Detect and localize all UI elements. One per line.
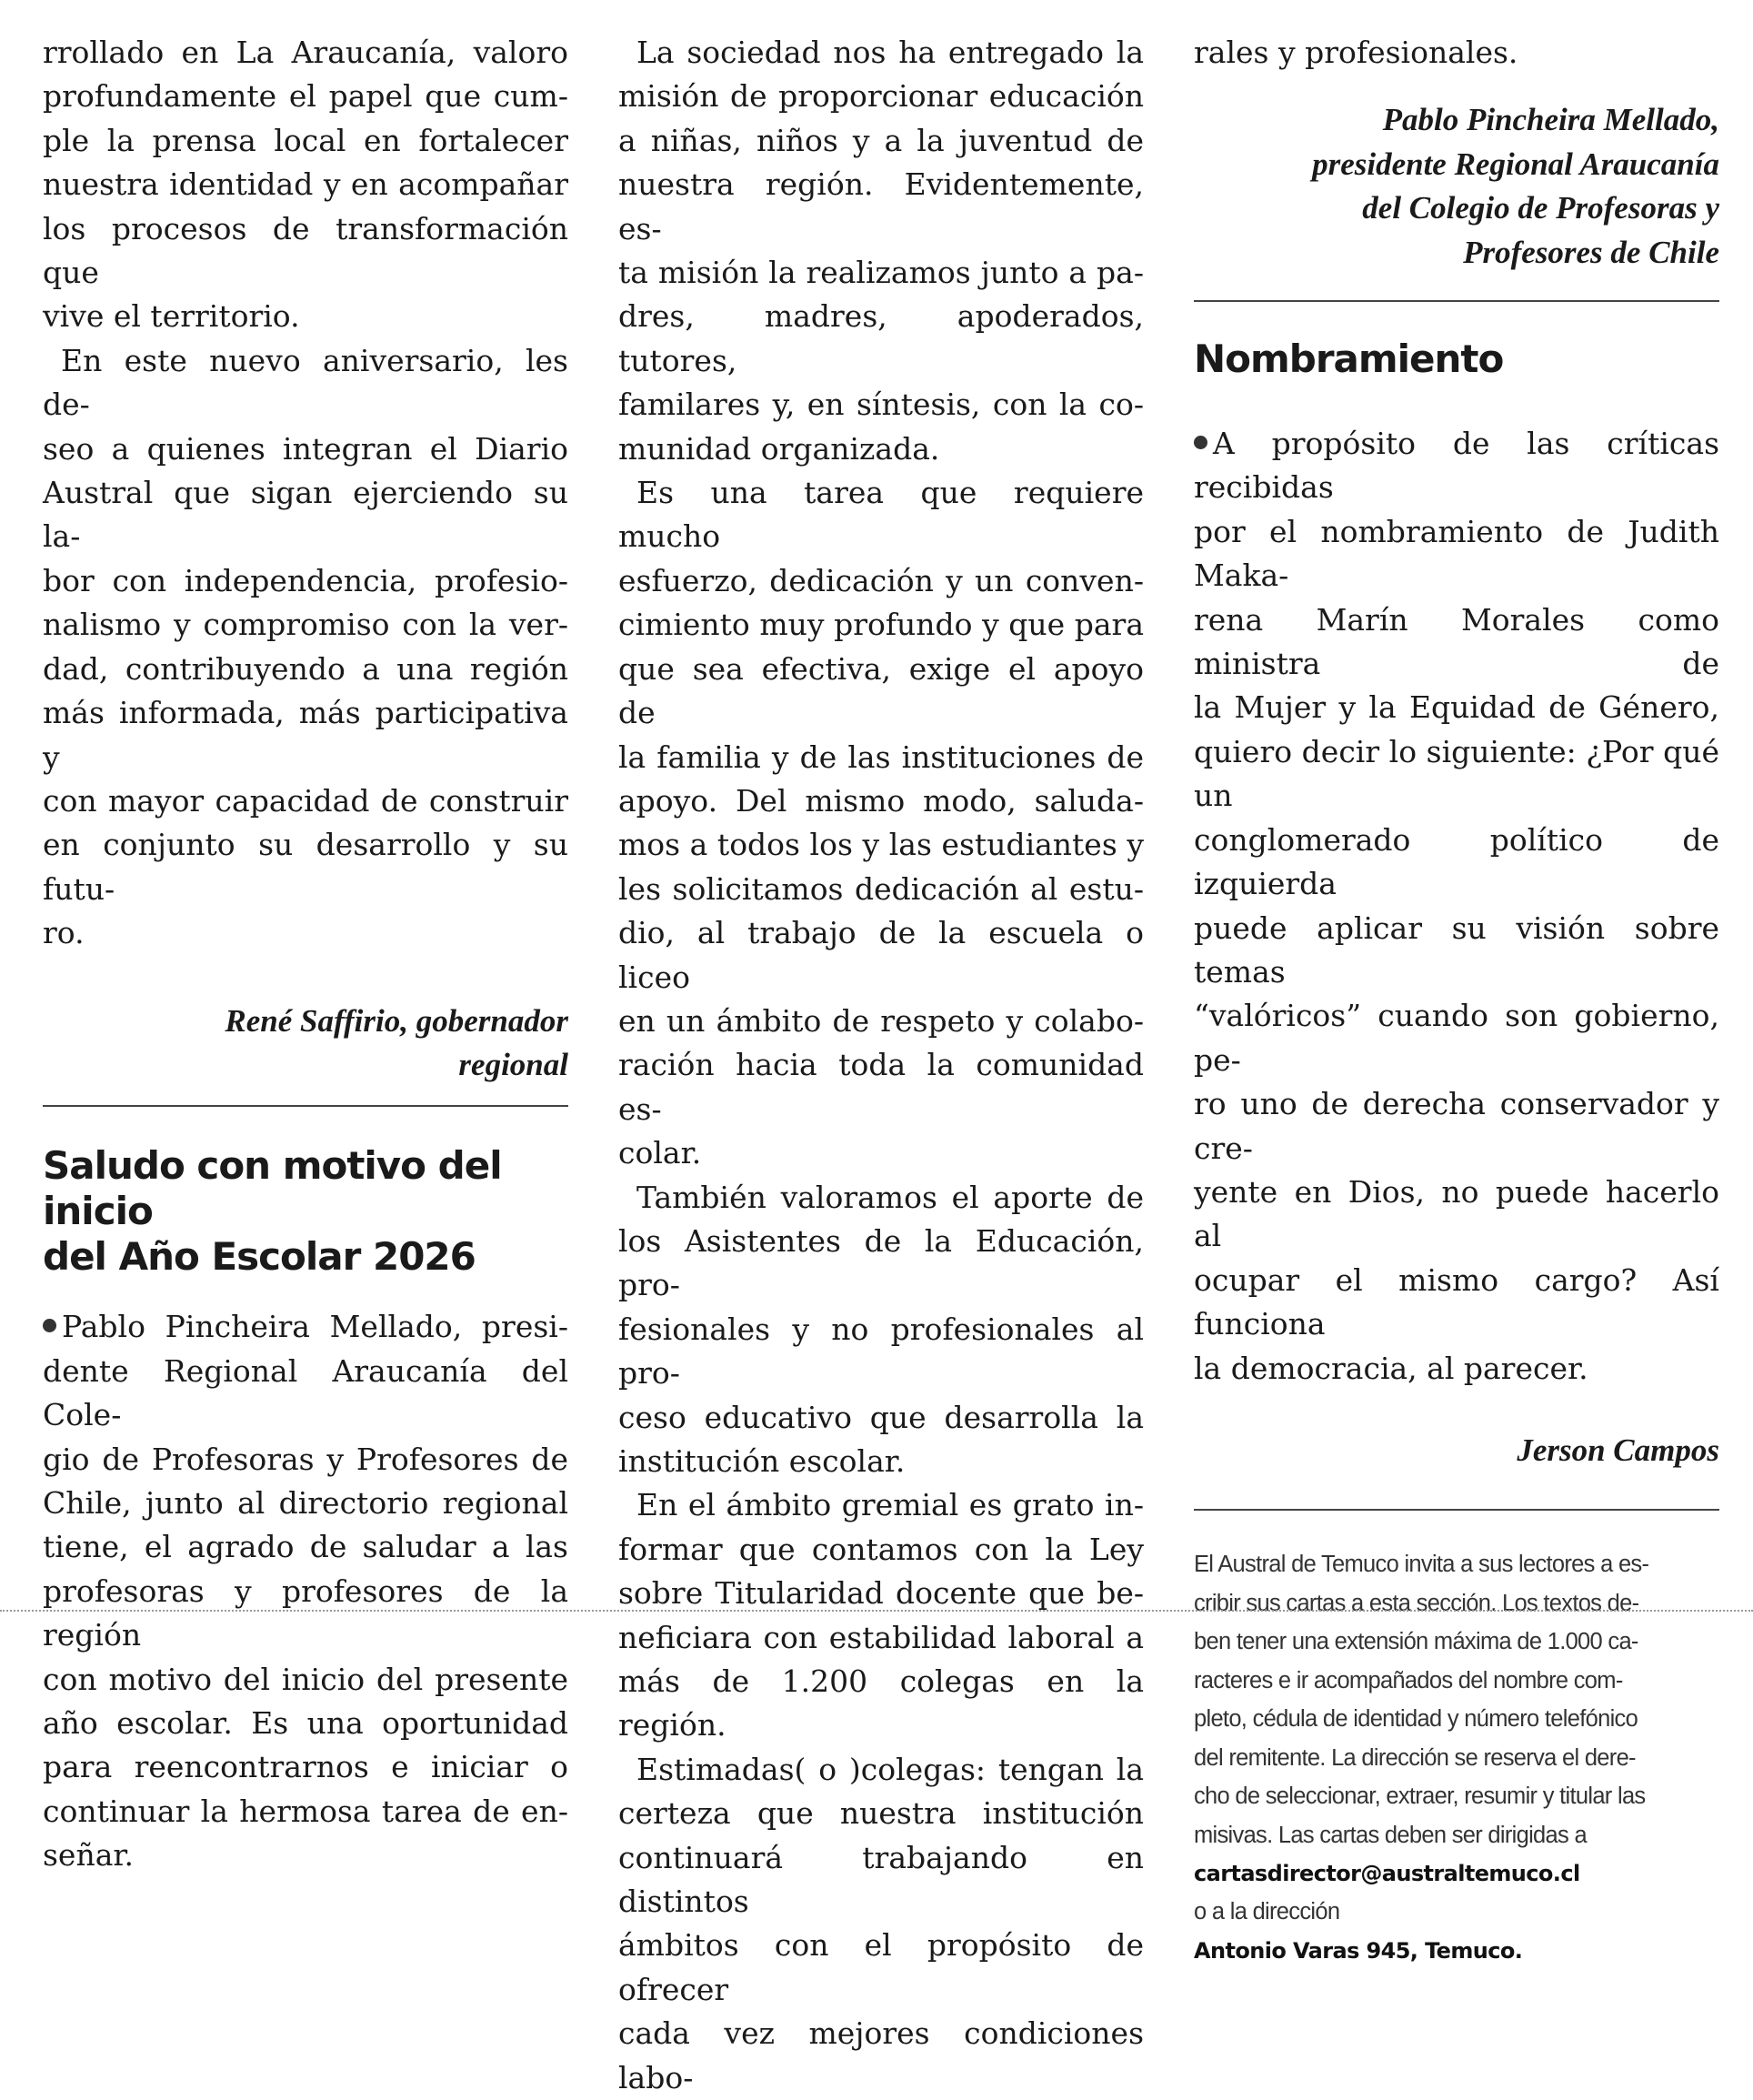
signature-campos: Jerson Campos — [1517, 1432, 1719, 1468]
column-3 — [1194, 31, 1719, 1970]
email-address: cartasdirector@australtemuco.cl — [1194, 1861, 1580, 1887]
paragraph: rales y profesionales. — [1194, 35, 1518, 70]
paragraph: Pablo Pincheira Mellado, presi- dente Regional Araucanía del Cole- gio de Profesoras y Profesores de Chile, junto al directorio regional tiene, el agrado de saludar a las profesoras y profesores de la región con motivo del inicio del presente año escolar. Es una oportunidad para reencontrarnos e iniciar o continuar la hermosa tarea de en- señar. — [43, 1309, 568, 1874]
paragraph: A propósito de las críticas recibidas por el nombramiento de Judith Maka- rena Marín Morales como ministra de la Mujer y la Equidad de Género, quiero decir lo siguiente: ¿Por qué un conglomerado político de izquierda puede aplicar su visión sobre temas “valóricos” cuando son gobierno, pe- ro uno de derecha conservador y cre- yente en Dios, no puede hacerlo al ocupar el mismo cargo? Así funciona la democracia, al parecer. — [1194, 426, 1719, 1386]
paragraph: Estimadas( o )colegas: tengan la certeza que nuestra institución continuará trabajando en distintos ámbitos con el propósito de ofrecer cada vez mejores condiciones labo- — [618, 1751, 1144, 2095]
headline-nombramiento: Nombramiento — [1194, 337, 1504, 382]
address-intro: o a la dirección — [1194, 1899, 1340, 1925]
paragraph: Es una tarea que requiere mucho esfuerzo, dedicación y un conven- cimiento muy profundo y que para que sea efectiva, exige el apoyo de la familia y de las instituciones de apoyo. Del mismo modo, saluda- mos a todos los y las estudiantes y les solicitamos dedicación al estu- dio, al trabajo de la escuela o liceo en un ámbito de respeto y colabo- ración hacia toda la comunidad es- colar. — [618, 475, 1144, 1171]
column-1 — [43, 31, 568, 1878]
paragraph: En el ámbito gremial es grato in- formar que contamos con la Ley sobre Titularidad docente que be- neficiara con estabilidad laboral a más de 1.200 colegas en la región. — [618, 1487, 1144, 1743]
paragraph: rrollado en La Araucanía, valoro profundamente el papel que cum- ple la prensa local en fortalecer nuestra identidad y en acompañar los procesos de transformación que vive el territorio. — [43, 35, 568, 335]
paragraph: También valoramos el aporte de los Asistentes de la Educación, pro- fesionales y no profesionales al pro- ceso educativo que desarrolla la institución escolar. — [618, 1179, 1144, 1479]
signature-pincheira: Pablo Pincheira Mellado, presidente Regional Araucanía del Colegio de Profesoras y Profesores de Chile — [1312, 102, 1719, 270]
bullet-icon — [1194, 436, 1207, 449]
postal-address: Antonio Varas 945, Temuco. — [1194, 1937, 1523, 1964]
page-bottom-rule — [0, 1610, 1753, 1612]
column-2 — [618, 31, 1144, 2100]
headline-saludo: Saludo con motivo del inicio del Año Escolar 2026 — [43, 1143, 502, 1280]
signature-gobernador: René Saffirio, gobernador regional — [225, 1002, 568, 1082]
paragraph: En este nuevo aniversario, les de- seo a quienes integran el Diario Austral que sigan ejerciendo su la- bor con independencia, profesio- nalismo y compromiso con la ver- dad, contribuyendo a una región más informada, más participativa y con mayor capacidad de construir en conjunto su desarrollo y su futu- ro. — [43, 342, 568, 951]
submission-info: El Austral de Temuco invita a sus lectores a es- cribir sus cartas a esta sección. Los textos de- ben tener una extensión máxima de 1.000 ca- racteres e ir acompañados del nombre com- pleto, cédula de identidad y número telefónico del remitente. La dirección se reserva el dere- cho de seleccionar, extraer, resumir y titular las misivas. Las cartas deben ser dirigidas a — [1194, 1552, 1649, 1848]
bullet-icon — [43, 1319, 56, 1332]
paragraph: La sociedad nos ha entregado la misión de proporcionar educación a niñas, niños y a la juventud de nuestra región. Evidentemente, es- ta misión la realizamos junto a pa- dres, madres, apoderados, tutores, familares y, en síntesis, con la co- munidad organizada. — [618, 35, 1144, 467]
